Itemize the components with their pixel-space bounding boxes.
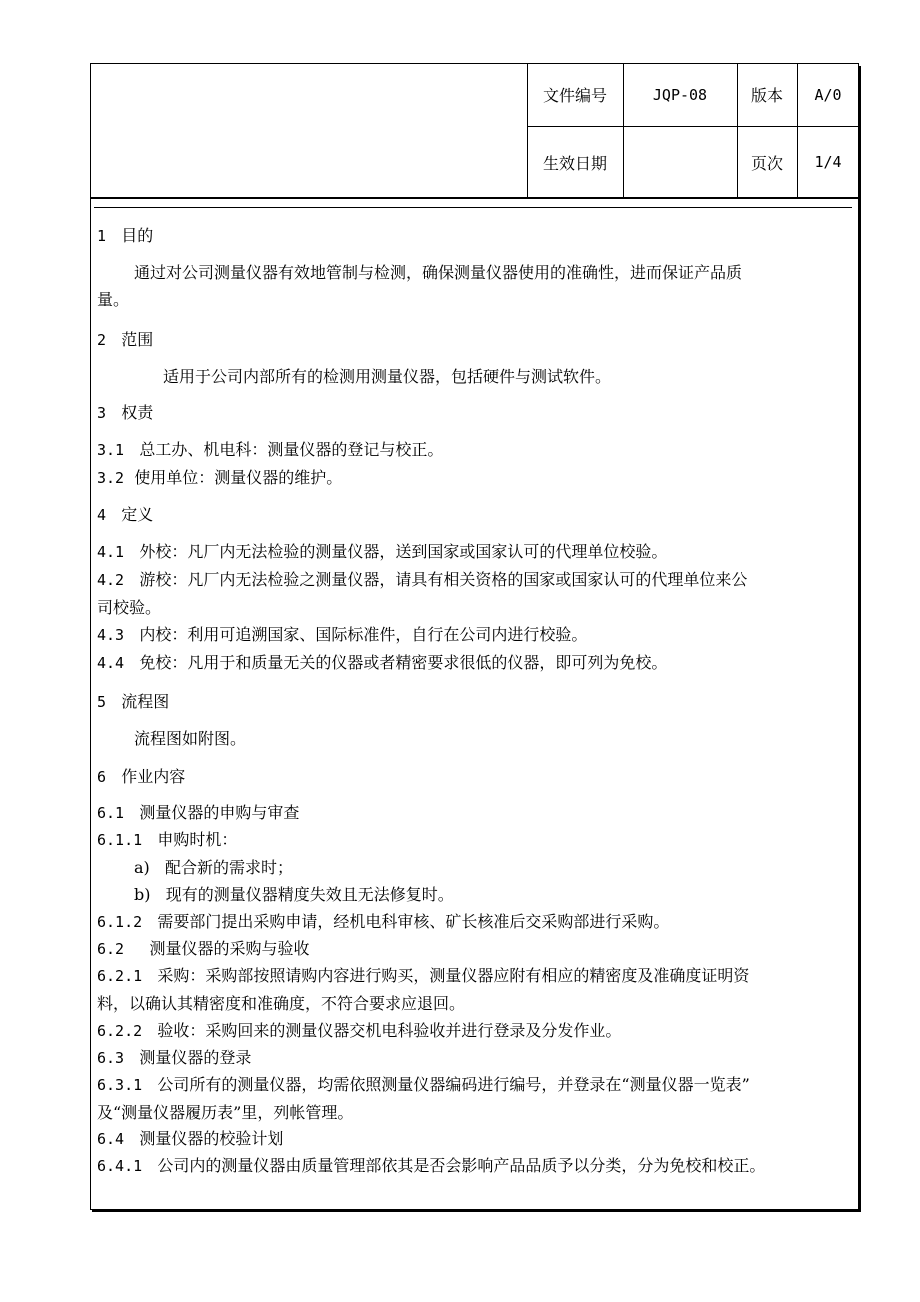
section-title: 流程图 [121, 692, 170, 711]
section-number: 4 [97, 506, 107, 524]
list-item [97, 1071, 857, 1099]
list-item [97, 908, 857, 936]
section-number: 1 [97, 227, 107, 245]
section-number: 6 [97, 768, 107, 786]
list-item [97, 538, 857, 566]
item-number: 6.1.1 [97, 831, 143, 849]
item-text-continuation: 料，以确认其精密度和准确度，不符合要求应退回。 [97, 994, 466, 1013]
item-text: 游校：凡厂内无法检验之测量仪器，请具有相关资格的国家或国家认可的代理单位来公 [139, 570, 748, 589]
item-number: 6.3 [97, 1049, 125, 1067]
section-heading-purpose [97, 221, 857, 251]
effective-date-label: 生效日期 [542, 153, 607, 173]
item-number: 4.1 [97, 543, 125, 561]
list-item [97, 854, 857, 881]
page-label: 页次 [750, 153, 783, 173]
section-heading-operations [97, 762, 857, 792]
item-number: 6.3.1 [97, 1076, 143, 1094]
section-number: 2 [97, 331, 107, 349]
list-item [97, 436, 857, 464]
subsection-heading [97, 1045, 857, 1071]
item-text: 使用单位：测量仪器的维护。 [134, 468, 343, 487]
paragraph-continuation: 量。 [97, 290, 130, 309]
item-number: 3.2 [97, 469, 125, 487]
paragraph: 通过对公司测量仪器有效地管制与检测，确保测量仪器使用的准确性，进而保证产品质 [134, 263, 743, 282]
file-number-value: JQP-08 [652, 85, 708, 104]
section-number: 5 [97, 693, 107, 711]
item-text: 采购：采购部按照请购内容进行购买，测量仪器应附有相应的精密度及准确度证明资 [157, 966, 750, 985]
frame-border-right [859, 66, 861, 1212]
version-value: A/0 [814, 85, 842, 104]
subsection-title: 测量仪器的申购与审查 [139, 803, 300, 822]
item-text: 需要部门提出采购申请，经机电科审核、矿长核准后交采购部进行采购。 [157, 912, 670, 931]
frame-border-bottom [92, 1210, 861, 1212]
document-body [97, 221, 857, 1180]
item-marker: a) [134, 858, 150, 877]
paragraph: 适用于公司内部所有的检测用测量仪器，包括硬件与测试软件。 [163, 367, 612, 386]
item-number: 6.2.1 [97, 967, 143, 985]
subsection-heading [97, 936, 857, 962]
header-bottom-border [90, 197, 859, 199]
header-separator-line [94, 207, 852, 208]
item-number: 6.4.1 [97, 1157, 143, 1175]
subsection-title: 测量仪器的校验计划 [139, 1129, 284, 1148]
item-text: 免校：凡用于和质量无关的仪器或者精密要求很低的仪器，即可列为免校。 [139, 653, 668, 672]
item-number: 6.2.2 [97, 1022, 143, 1040]
subsection-heading [97, 800, 857, 826]
item-text: 现有的测量仪器精度失效且无法修复时。 [165, 885, 454, 904]
list-item [97, 881, 857, 908]
item-number: 6.1 [97, 804, 125, 822]
item-number: 4.4 [97, 654, 125, 672]
document-header-table [90, 63, 859, 198]
subsection-title: 测量仪器的登录 [139, 1048, 252, 1067]
page-value: 1/4 [814, 153, 842, 171]
list-item [97, 621, 857, 649]
effective-date-value [623, 127, 737, 197]
version-label: 版本 [750, 86, 783, 105]
section-title: 作业内容 [121, 767, 186, 786]
item-text: 验收：采购回来的测量仪器交机电科验收并进行登录及分发作业。 [157, 1021, 622, 1040]
list-item [97, 464, 857, 492]
paragraph: 流程图如附图。 [134, 729, 247, 748]
section-title: 权责 [121, 403, 154, 422]
item-number: 6.1.2 [97, 913, 143, 931]
item-number: 6.4 [97, 1130, 125, 1148]
item-number: 4.2 [97, 571, 125, 589]
subsection-title: 测量仪器的采购与验收 [149, 939, 310, 958]
item-text: 配合新的需求时； [165, 858, 294, 877]
item-text: 内校：利用可追溯国家、国际标准件，自行在公司内进行校验。 [139, 625, 588, 644]
section-number: 3 [97, 404, 107, 422]
file-number-label: 文件编号 [542, 86, 607, 105]
list-item [97, 1152, 857, 1180]
item-text: 总工办、机电科：测量仪器的登记与校正。 [139, 440, 444, 459]
section-heading-flowchart [97, 687, 857, 717]
section-title: 目的 [121, 226, 154, 245]
item-text-continuation: 及“测量仪器履历表”里，列帐管理。 [97, 1103, 354, 1122]
section-heading-responsibility [97, 398, 857, 428]
item-number: 6.2 [97, 940, 125, 958]
section-title: 定义 [121, 505, 154, 524]
list-item [97, 649, 857, 677]
item-text-continuation: 司校验。 [97, 598, 162, 617]
item-text: 外校：凡厂内无法检验的测量仪器，送到国家或国家认可的代理单位校验。 [139, 542, 668, 561]
item-marker: b) [134, 885, 151, 904]
list-item [97, 1017, 857, 1045]
item-number: 4.3 [97, 626, 125, 644]
item-text: 申购时机： [157, 830, 238, 849]
item-text: 公司所有的测量仪器，均需依照测量仪器编码进行编号，并登录在“测量仪器一览表” [157, 1075, 750, 1094]
item-text: 公司内的测量仪器由质量管理部依其是否会影响产品品质予以分类，分为免校和校正。 [157, 1156, 766, 1175]
section-heading-scope [97, 325, 857, 355]
subsection-heading [97, 1126, 857, 1152]
list-item [97, 826, 857, 854]
section-title: 范围 [121, 330, 154, 349]
item-number: 3.1 [97, 441, 125, 459]
list-item [97, 566, 857, 594]
list-item [97, 962, 857, 990]
section-heading-definitions [97, 500, 857, 530]
